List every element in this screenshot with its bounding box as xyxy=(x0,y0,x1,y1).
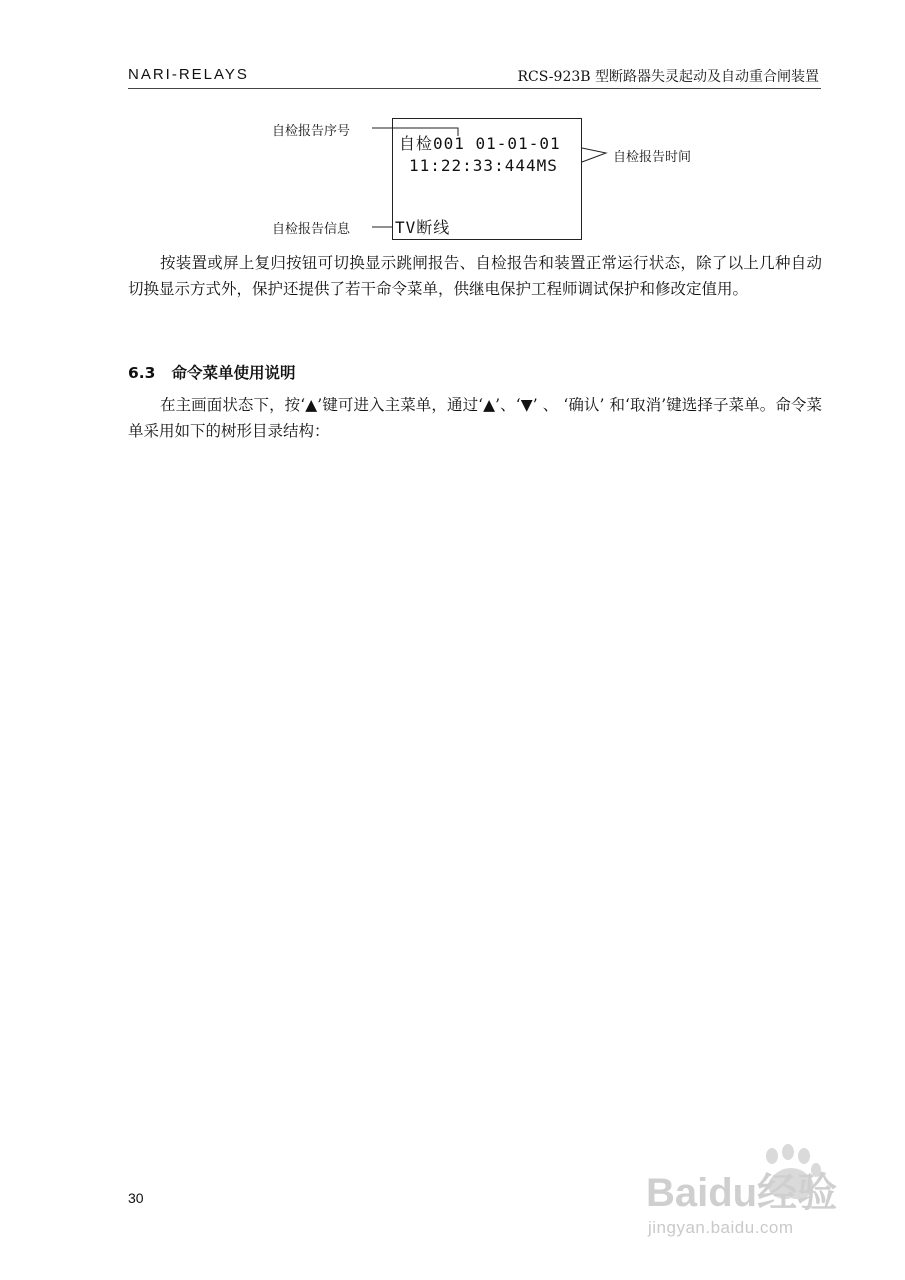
paragraph-2: 在主画面状态下，按‘▲’键可进入主菜单，通过‘▲’、‘▼’ 、 ‘确认’ 和‘取消’键选择子菜单。命令菜单采用如下的树形目录结构： xyxy=(128,396,822,440)
section-title: 命令菜单使用说明 xyxy=(171,364,296,382)
watermark-brand: Baidu经验 xyxy=(646,1171,838,1215)
page-number: 30 xyxy=(128,1190,144,1206)
header-right: RCS-923B 型断路器失灵起动及自动重合闸装置 xyxy=(517,69,819,85)
lcd-line-2: 11:22:33:444MS xyxy=(409,156,558,175)
header-left: NARI-RELAYS xyxy=(128,66,249,83)
label-seq: 自检报告序号 xyxy=(272,124,351,139)
watermark-url: jingyan.baidu.com xyxy=(648,1218,794,1237)
paragraph-1: 按装置或屏上复归按钮可切换显示跳闸报告、自检报告和装置正常运行状态，除了以上几种自动切换显示方式外，保护还提供了若干命令菜单，供继电保护工程师调试保护和修改定值用。 xyxy=(128,254,822,298)
callout-leaders xyxy=(0,0,905,260)
leader-seq xyxy=(372,128,458,136)
lcd-line-1: 自检001 01-01-01 xyxy=(399,134,561,153)
section-number: 6.3 xyxy=(128,364,156,382)
label-time: 自检报告时间 xyxy=(613,150,692,165)
section-heading xyxy=(128,361,295,383)
label-info: 自检报告信息 xyxy=(272,222,351,237)
lcd-line-3: TV断线 xyxy=(395,218,451,237)
leader-time xyxy=(582,148,606,162)
